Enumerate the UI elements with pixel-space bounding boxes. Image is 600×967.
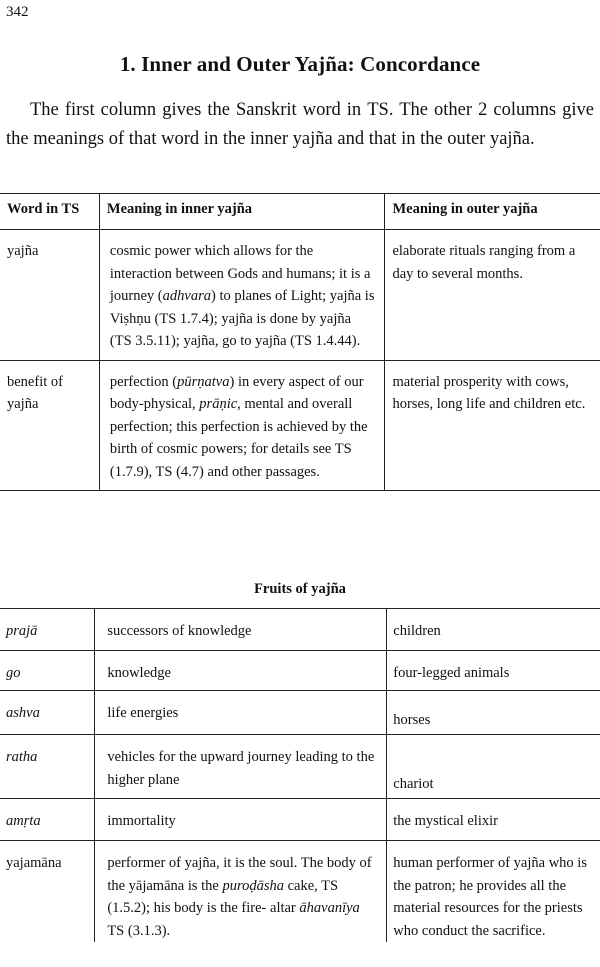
row-word: benefit of yajña (0, 360, 99, 491)
row-inner-meaning (95, 841, 387, 943)
table-row (0, 609, 600, 651)
header-word-in-ts: Word in TS (0, 194, 99, 230)
header-meaning-inner: Meaning in inner yajña (99, 194, 385, 230)
table-row (0, 799, 600, 841)
fruits-heading: Fruits of yajña (254, 581, 346, 597)
inner-italic-term: adhvara (162, 288, 211, 304)
inner-italic-term: prāṇic, (199, 396, 241, 412)
row-outer-meaning: chariot (387, 735, 600, 799)
row-word: ratha (0, 735, 95, 799)
row-inner-meaning: knowledge (95, 651, 387, 691)
intro-text-2: . The other 2 columns give the meanings of that word in the inner yajña and that in the outer yajña. (6, 100, 594, 149)
row-word: prajā (0, 609, 95, 651)
page-number: 342 (6, 4, 29, 20)
intro-ts-abbrev: TS (367, 100, 389, 120)
table-header-row (0, 194, 600, 230)
intro-paragraph (6, 96, 594, 154)
row-inner-meaning: vehicles for the upward journey leading to the higher plane (95, 735, 387, 799)
intro-text-1: The first column gives the Sanskrit word in (30, 100, 368, 120)
inner-text: ) to planes of Light; yajña is Viṣhṇu (TS 1.7.4); yajña is done by yajña (TS 3.5.11); yajña, go to yajña (TS 1.4.44). (109, 288, 375, 349)
row-word: yajamāna (0, 841, 95, 943)
fruits-table (0, 608, 600, 942)
inner-italic-term: puroḍāsha (222, 877, 284, 894)
row-inner-meaning: immortality (95, 799, 387, 841)
concordance-table (0, 193, 600, 491)
table-row (0, 691, 600, 735)
row-word: yajña (0, 230, 99, 361)
page-title: 1. Inner and Outer Yajña: Concordance (119, 52, 481, 76)
inner-text: performer of yajña, it is the soul. The body of the yājamāna is the (107, 855, 372, 894)
inner-italic-term: āhavanīya (299, 900, 360, 916)
inner-text: cake, TS (1.5.2); his body is the fire- altar (107, 877, 339, 916)
table-row (0, 651, 600, 691)
inner-italic-term: pūrṇatva (177, 373, 230, 390)
row-inner-meaning (99, 230, 385, 361)
row-outer-meaning: the mystical elixir (387, 799, 600, 841)
inner-text: ) in every aspect of our body-physical, (109, 373, 364, 412)
row-inner-meaning: life energies (95, 691, 387, 735)
inner-text: perfection ( (109, 373, 178, 390)
row-word: ashva (0, 691, 95, 735)
inner-text: mental and overall perfection; this perfection is achieved by the birth of cosmic powers; for details see TS (1.7.9), TS (4.7) and other passages. (109, 396, 368, 480)
row-outer-meaning: material prosperity with cows, horses, long life and children etc. (385, 360, 600, 491)
row-outer-meaning: horses (387, 691, 600, 735)
table-row (0, 841, 600, 943)
row-outer-meaning: elaborate rituals ranging from a day to several months. (385, 230, 600, 361)
row-inner-meaning (99, 360, 385, 491)
row-outer-meaning: four-legged animals (387, 651, 600, 691)
row-outer-meaning: human performer of yajña who is the patron; he provides all the material resources for the priests who conduct the sacrifice. (387, 841, 600, 943)
table-row (0, 360, 600, 491)
table-row (0, 230, 600, 361)
header-meaning-outer: Meaning in outer yajña (385, 194, 600, 230)
row-word: amṛta (0, 799, 95, 841)
inner-text: cosmic power which allows for the interaction between Gods and humans; it is a journey ( (109, 243, 371, 304)
row-outer-meaning: children (387, 609, 600, 651)
inner-text: TS (3.1.3). (107, 922, 171, 939)
row-inner-meaning: successors of knowledge (95, 609, 387, 651)
row-word: go (0, 651, 95, 691)
table-row (0, 735, 600, 799)
